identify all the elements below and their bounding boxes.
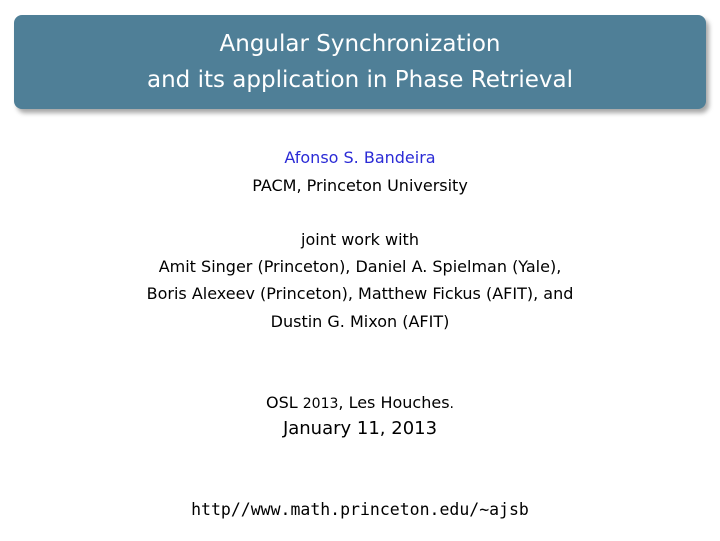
event-period: .	[449, 396, 454, 412]
homepage-url[interactable]: http//www.math.princeton.edu/~ajsb	[191, 500, 529, 519]
event-name: OSL	[265, 393, 298, 412]
event-year: 2013	[302, 396, 339, 412]
collaborators-line-2: Boris Alexeev (Princeton), Matthew Fickus (AFIT), and	[146, 284, 574, 303]
collaborators-intro: joint work with	[301, 230, 419, 249]
event-location: , Les Houches	[338, 393, 450, 412]
event-line	[0, 393, 720, 412]
title-banner	[14, 15, 706, 109]
collaborators-line-1: Amit Singer (Princeton), Daniel A. Spielman (Yale),	[158, 257, 562, 276]
collaborators-line-3: Dustin G. Mixon (AFIT)	[270, 312, 450, 331]
title-line-1: Angular Synchronization	[219, 31, 501, 57]
presentation-date: January 11, 2013	[282, 418, 438, 439]
author-name: Afonso S. Bandeira	[284, 148, 436, 167]
author-affiliation: PACM, Princeton University	[252, 176, 468, 195]
title-line-2: and its application in Phase Retrieval	[147, 67, 573, 93]
